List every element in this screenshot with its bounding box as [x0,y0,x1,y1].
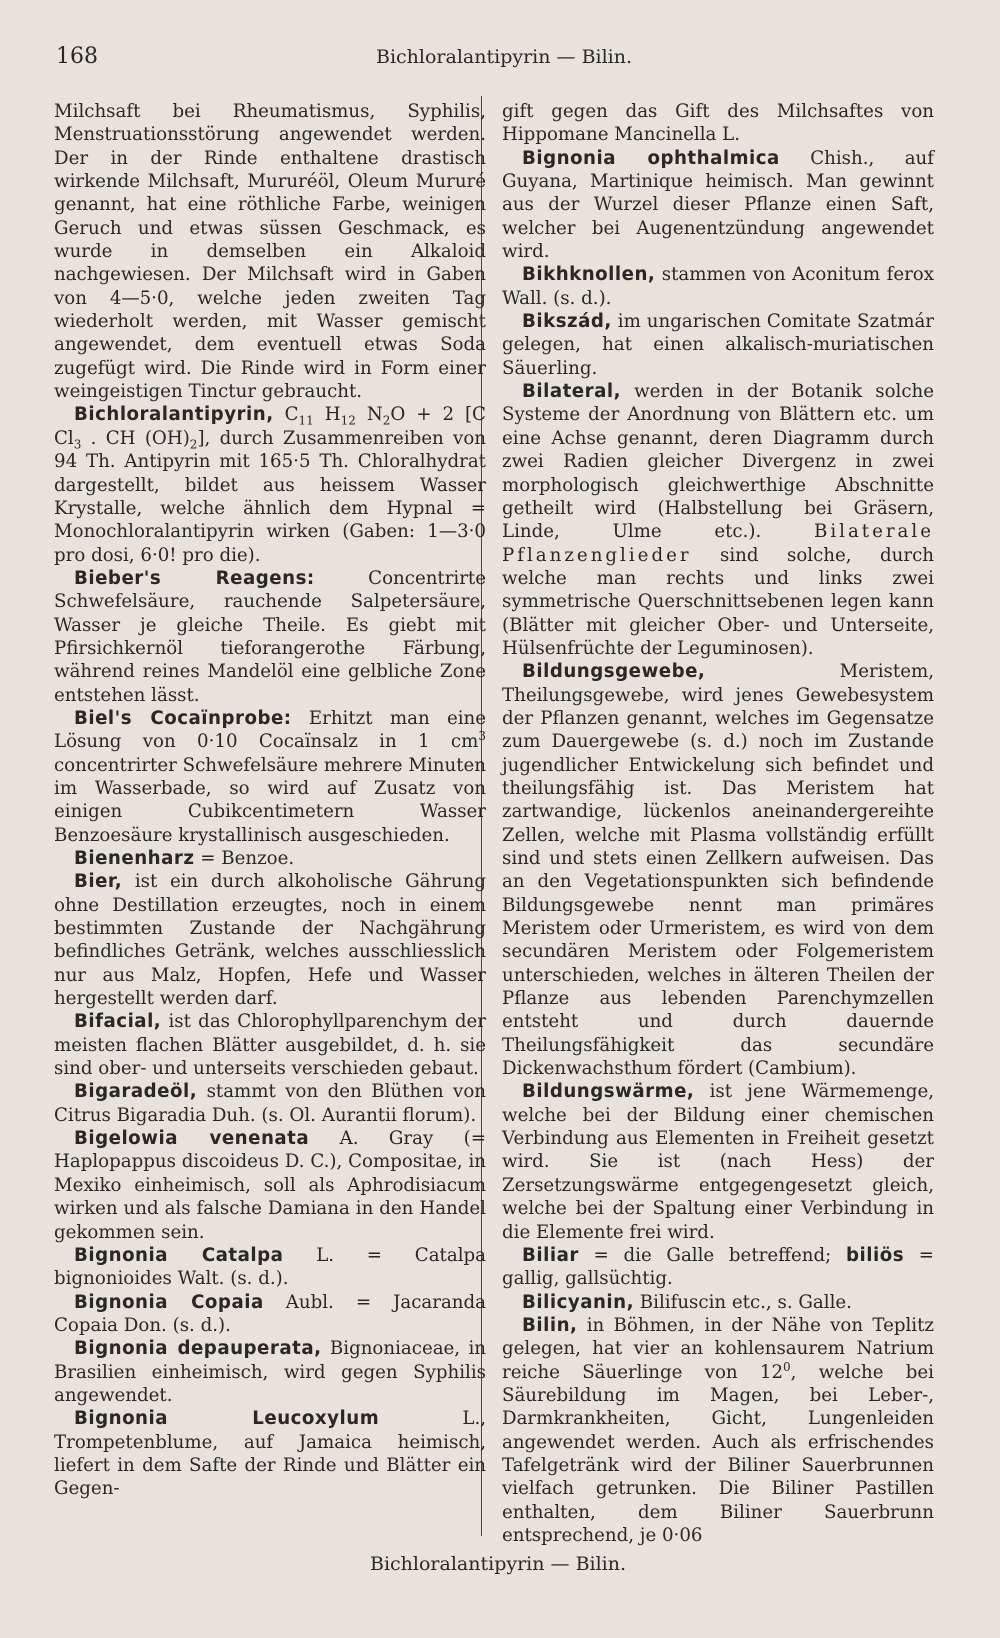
headword: Bikhknollen, [522,264,656,286]
entry-bigelowia [54,1127,486,1244]
entry-text: in Böhmen, in der Nähe von Teplitz gelegen, hat vier an kohlensaurem Natrium reiche Säuerlinge von 12 [502,1314,934,1383]
formula-subscript: 11 [298,414,314,429]
headword: Biliar [522,1244,579,1266]
formula-subscript: 12 [340,414,356,429]
formula-part: H [313,404,341,426]
formula-part: N [355,404,383,426]
entry-bildungsgewebe [502,660,934,1080]
headword: Bieber's Reagens: [74,567,315,589]
headword: Bignonia Copaia [74,1291,264,1313]
headword: Bilicyanin, [522,1291,635,1313]
headword: Bigelowia venenata [74,1128,310,1150]
entry-bikhknollen [502,263,934,310]
page-number: 168 [56,44,98,69]
headword: Bignonia ophthalmica [522,147,780,169]
formula-part: . CH (OH) [81,427,190,449]
headword: Bildungswärme, [522,1081,695,1103]
entry-text: Chish., auf Guyana, Martinique heimisch. Man gewinnt aus der Wurzel dieser Pflanze einen Saft, welcher bei Augenentzündung angewendet wird. [502,147,934,263]
entry-bildungswaerme [502,1080,934,1243]
entry-bier [54,870,486,1010]
entry-bilateral [502,380,934,660]
entry-continuation [54,100,486,403]
headword: Bignonia Catalpa [74,1244,284,1266]
entry-bignonia-depauperata [54,1337,486,1407]
headword: Biel's Cocaïnprobe: [74,707,292,729]
headword: Bichloralantipyrin, [74,404,274,426]
formula-subscript: 3 [73,437,82,452]
entry-biliar [502,1244,934,1291]
page-header [56,44,960,74]
entry-text: Concentrirte Schwefelsäure, rauchende Salpetersäure, Wasser je gleiche Theile. Es giebt mit Pfirsichkernöl tieforangerothe Färbung, während reines Mandelöl eine gelbliche Zone entstehen lässt. [54,567,487,706]
entry-text: gift gegen das Gift des Milchsaftes von Hippomane Mancinella L. [502,101,934,146]
left-column [54,100,486,1501]
headword: Bienenharz [74,848,195,869]
entry-text: ist jene Wärmemenge, welche bei der Bildung einer chemischen Verbindung aus Elementen in Freiheit gesetzt wird. Sie ist (nach Hess) der Zersetzungswärme entgegengesetzt gleich, welche bei der Spaltung einer Verbindung in die Elemente frei wird. [502,1081,934,1243]
entry-bignonia-copaia [54,1291,486,1338]
headword: biliös [845,1244,905,1266]
headword: Bildungsgewebe, [522,661,706,683]
right-column [502,100,934,1547]
superscript: 3 [478,729,486,744]
entry-text: werden in der Botanik solche Systeme der Anordnung von Blättern etc. um eine Achse genannt, deren Diagramm durch zwei Radien gleicher Divergenz in zwei morphologisch gleichwerthige Abschnitte getheilt wird (Halbstellung bei Gräsern, Linde, Ulme etc.). [502,381,934,543]
headword: Bifacial, [74,1011,162,1033]
superscript: 0 [783,1359,791,1374]
entry-text: ist ein durch alkoholische Gährung ohne Destillation erzeugtes, noch in einem bestimmten Zustande der Nachgährung befindliches Getränk, welches ausschliesslich nur aus Malz, Hopfen, Hefe und Wasser hergestellt werden darf. [54,871,486,1010]
entry-text: im ungarischen Comitate Szatmár gelegen, hat einen alkalisch-muriatischen Säuerling. [502,311,934,379]
headword: Bier, [74,871,123,893]
entry-text: Aubl. = Jacaranda Copaia Don. (s. d.). [54,1291,486,1336]
entry-bigaradeol [54,1080,486,1127]
headword: Bikszád, [522,311,612,333]
spaced-term: Bilaterale Pflanzenglieder [502,521,934,566]
entry-text: A. Gray (= Haplopappus discoideus D. C.), Compositae, in Mexiko einheimisch, soll als Aphrodisiacum wirken und als falsche Damiana in den Handel gekommen sein. [54,1128,487,1243]
entry-text: ist das Chlorophyllparenchym der meisten flachen Blätter ausgebildet, d. h. sie sind ober- und unterseits verschieden gebaut. [54,1011,486,1080]
entry-text: L., Trompetenblume, auf Jamaica heimisch, liefert in dem Safte der Rinde und Blätter ein Gegen- [54,1408,487,1500]
entry-bilin [502,1314,934,1547]
running-head: Bichloralantipyrin — Bilin. [376,46,633,68]
entry-text: Meristem, Theilungsgewebe, wird jenes Gewebesystem der Pflanzen genannt, welches im Gegensatze zum Dauergewebe (s. d.) noch im Zustande jugendlicher Entwickelung sich befindet und theilungsfähig ist. Das Meristem hat zartwandige, lückenlos aneinandergereihte Zellen, welche mit Plasma vollständig erfüllt sind und stets einen Zellkern aufweisen. Das an den Vegetationspunkten sich befindende Bildungsgewebe nennt man primäres Meristem oder Urmeristem, es wird von dem secundären Meristem oder Folgemeristem unterschieden, welches in älteren Theilen der Pflanze aus lebenden Parenchymzellen entsteht und durch dauernde Theilungsfähigkeit das secundäre Dickenwachsthum fördert (Cambium). [502,661,934,1080]
headword: Bigaradeöl, [74,1081,198,1103]
formula-part: C [284,404,299,426]
formula-subscript: 2 [382,414,391,429]
entry-bilicyanin [502,1291,934,1314]
entry-text: stammen von Aconitum ferox Wall. (s. d.). [502,264,934,309]
entry-bignonia-leucoxylum [54,1407,486,1500]
entry-bieber [54,567,486,707]
entry-bignonia-ophthalmica [502,147,934,264]
entry-text: L. = Catalpa bignonioides Walt. (s. d.). [54,1244,486,1290]
entry-text: Bilifuscin etc., s. Galle. [634,1291,852,1313]
entry-text: Erhitzt man eine Lösung von 0·10 Cocaïnsalz in 1 cm [54,707,486,753]
entry-bifacial [54,1010,486,1080]
formula-subscript: 2 [189,437,198,452]
headword: Bignonia depauperata, [74,1338,322,1360]
entry-text: sind solche, durch welche man rechts und links zwei symmetrische Querschnittsebenen legen kann (Blätter mit gleicher Ober- und Unterseite, Hülsenfrüchte der Leguminosen). [502,544,934,659]
entry-bignonia-catalpa [54,1244,486,1291]
page-footer: Bichloralantipyrin — Bilin. [370,1553,627,1575]
entry-text: = die Galle betreffend; [578,1244,846,1266]
entry-bikszad [502,310,934,380]
entry-text: = gallig, gallsüchtig. [502,1244,934,1290]
headword: Bilateral, [522,381,622,403]
entry-text: Bignoniaceae, in Brasilien einheimisch, wird gegen Syphilis angewendet. [54,1338,486,1406]
formula-part: O + 2 [C Cl [54,404,486,449]
entry-text: = Benzoe. [194,848,295,869]
entry-text: concentrirter Schwefelsäure mehrere Minuten im Wasserbade, so wird auf Zusatz von einigen Cubikcentimetern Wasser Benzoesäure krystallinisch ausgeschieden. [54,754,486,846]
entry-bienenharz [54,847,486,870]
headword: Bignonia Leucoxylum [74,1408,380,1430]
entry-text: Milchsaft bei Rheumatismus, Syphilis, Menstruationsstörung angewendet werden. Der in der Rinde enthaltene drastisch wirkende Milchsaft, Mururéöl, Oleum Mururé genannt, hat eine röthliche Farbe, weinigen Geruch und etwas süssen Geschmack, es wurde in demselben ein Alkaloid nachgewiesen. Der Milchsaft wird in Gaben von 4—5·0, welche jeden zweiten Tag wiederholt werden, mit Wasser gemischt angewendet, dem eventuell etwas Soda zugefügt wird. Die Rinde wird in Form einer weingeistigen Tinctur gebraucht. [54,101,486,403]
headword: Bilin, [522,1314,578,1336]
entry-biel [54,707,486,847]
entry-continuation [502,100,934,147]
entry-bichloralantipyrin [54,403,486,566]
entry-text: stammt von den Blüthen von Citrus Bigaradia Duh. (s. Ol. Aurantii florum). [54,1081,486,1126]
entry-text: , welche bei Säurebildung im Magen, bei Leber-, Darmkrankheiten, Gicht, Lungenleiden angewendet werden. Auch als erfrischendes Tafelgetränk wird der Biliner Sauerbrunnen vielfach getrunken. Die Biliner Pastillen enthalten, dem Biliner Sauerbrunn entsprechend, je 0·06 [502,1361,934,1546]
entry-text: ], durch Zusammenreiben von 94 Th. Antipyrin mit 165·5 Th. Chloralhydrat dargestellt, bildet aus heissem Wasser Krystalle, welche ähnlich dem Hypnal = Monochloralantipyrin wirken (Gaben: 1—3·0 pro dosi, 6·0! pro die). [54,427,486,566]
